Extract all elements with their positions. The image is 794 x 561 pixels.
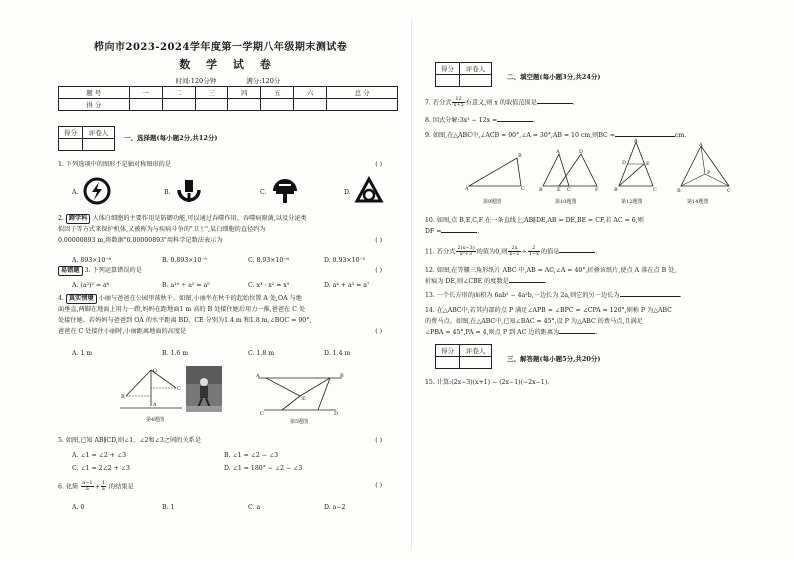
question-5 — [58, 436, 398, 447]
grader-reviewer-input[interactable] — [460, 75, 492, 87]
q3-option-b[interactable]: B. a¹⁰ ÷ a² = a⁵ — [162, 282, 210, 289]
bank-logo-icon — [174, 176, 204, 206]
q4-option-a[interactable]: A. 1 m — [72, 350, 93, 357]
q13-answer-blank[interactable] — [620, 291, 680, 297]
grader-score-input[interactable] — [436, 75, 460, 87]
question-13: 13. 一个长方形的面积为 6ab² − 4a²b,一边长为 2a,则它的另一边长为 . — [425, 292, 682, 299]
score-input-cell[interactable] — [294, 99, 327, 111]
answer-paren: ( ) — [375, 482, 382, 489]
q7-fraction: $\frac{12}{x+5}$ — [453, 96, 464, 109]
left-column — [58, 0, 398, 561]
svg-text:B: B — [121, 394, 125, 400]
answer-paren: ( ) — [375, 267, 382, 274]
semicircle-t-logo-icon — [270, 176, 300, 206]
q4-option-c[interactable]: C. 1.8 m — [248, 350, 275, 357]
score-cell: 题 号 — [59, 87, 130, 99]
q3-option-d[interactable]: D. a⁴ + a³ = a⁷ — [324, 282, 370, 289]
svg-text:A: A — [556, 149, 560, 155]
question-12: 12. 如图,在等腰三角形纸片 ABC 中,AB = AC,∠A = 40°,折叠该纸片,使点 A 落在点 B 处, 折痕为 DE,则∠CBE 的度数是 . — [425, 267, 677, 285]
figure-5-parallel-lines — [256, 372, 346, 416]
q2-line2: 似因子等方式来保护机体,又被称为与疾病斗争的"卫士",某白细胞的直径约为 — [58, 225, 266, 233]
q4-line1: 4. 真实情境 小丽与爸爸在公园里荡秋千。如图,小丽坐在秋千的起始位置 A 处,OA 与地 — [58, 294, 398, 305]
score-cell: 三 — [195, 87, 228, 99]
q11-answer-blank[interactable] — [559, 247, 595, 253]
svg-text:D: D — [579, 149, 584, 155]
q9-answer-blank[interactable] — [615, 131, 675, 137]
score-cell: 五 — [261, 87, 294, 99]
svg-text:C: C — [521, 186, 525, 192]
q6-option-c[interactable]: C. a — [248, 504, 261, 511]
question-2 — [58, 214, 398, 247]
score-input-cell[interactable] — [129, 99, 162, 111]
score-table-score-row — [59, 99, 398, 111]
question-9: 9. 如图,在△ABC中,∠ACB = 90°,∠A = 30°,AB = 10 cm,则BC = cm. — [425, 132, 687, 139]
score-input-cell[interactable] — [162, 99, 195, 111]
question-8: 8. 因式分解:3x³ − 12x = . — [425, 117, 536, 124]
question-6: 6. 化简 $\frac{a-1}{a}$ + $\frac{1}{a}$ 的结果是 ( ) — [58, 480, 382, 493]
q8-answer-blank[interactable] — [497, 116, 533, 122]
q4-option-d[interactable]: D. 1.4 m — [324, 350, 351, 357]
q3-stem: 3. 下列运算错误的是 — [84, 267, 142, 274]
exam-time: 时间:120分钟 — [175, 77, 217, 85]
figure-4-swing-diagram — [120, 366, 182, 414]
q10-answer-blank[interactable] — [441, 227, 477, 233]
section2-heading: 二、填空题(每小题3分,共24分) — [507, 73, 601, 81]
figure-10-triangles — [539, 146, 601, 192]
q7-answer-blank[interactable] — [537, 98, 573, 104]
q5-option-a[interactable]: A. ∠1 = ∠2 + ∠3 — [72, 452, 127, 459]
question-4 — [58, 294, 398, 337]
score-input-cell[interactable] — [327, 99, 398, 111]
exam-title: 栉向市2023-2024学年度第一学期八年级期末测试卷 — [94, 42, 348, 53]
question-10: 10. 如图,点 B,E,C,F 在一条直线上,AB∥DE,AB = DE,BE = CF,若 AC = 6,则 DF = . — [425, 217, 644, 235]
q2-option-a[interactable]: A. 893×10⁻⁸ — [72, 257, 112, 264]
q1-option-c[interactable]: C. — [260, 189, 267, 196]
q4-line4: 爸爸在 C 处接住小丽时,小丽距离地面的高度是 — [58, 327, 187, 335]
q11-fraction-1: $\frac{2(x-3)}{\text{x²+3}}$ — [457, 245, 475, 258]
svg-text:A: A — [153, 402, 157, 408]
svg-text:E: E — [557, 187, 561, 192]
svg-text:A: A — [634, 138, 638, 144]
q5-option-d[interactable]: D. ∠1 = 180° − ∠2 − ∠3 — [224, 465, 303, 472]
grader-score-label: 得分 — [436, 63, 460, 75]
svg-text:B: B — [677, 188, 681, 194]
answer-paren: ( ) — [375, 161, 382, 168]
lightning-circle-icon — [82, 176, 112, 206]
q2-line3: 0.00000893 m,将数据"0.00000893"用科学记数法表示为 — [58, 236, 223, 244]
question-14: 14. 在△ABC中,若其内部的点 P 满足∠APB = ∠BPC = ∠CPA = 120°,则称 P 为△ABC 的费马点。如图,在△ABC中,已知∠BAC = 45°,设 P 为△ABC 的费马点,且满足 ∠PBA = 45°,PA = 4,则点 P 到 AC 边的距离为 . — [425, 307, 672, 336]
q3-option-a[interactable]: A. (a³)² = a⁶ — [72, 282, 110, 289]
score-cell: 一 — [129, 87, 162, 99]
score-cell: 六 — [294, 87, 327, 99]
svg-text:C: C — [567, 187, 571, 192]
figure-12-caption: 第12题图 — [621, 199, 643, 205]
grader-reviewer-label: 评卷人 — [83, 127, 115, 139]
figure-9-right-triangle — [465, 150, 527, 192]
subject-title: 数 学 试 卷 — [179, 58, 277, 71]
grader-box-2 — [435, 62, 492, 87]
score-input-cell[interactable] — [261, 99, 294, 111]
figure-4-caption: 第4题图 — [146, 417, 165, 423]
question-7: 7. 若分式 $\frac{12}{x+5}$ 有意义,则 x 的取值范围是 . — [425, 96, 575, 109]
q12-answer-blank[interactable] — [509, 277, 545, 283]
figure-5-caption: 第5题图 — [290, 419, 309, 425]
triangle-circle-logo-icon — [354, 176, 384, 206]
q6-option-b[interactable]: B. 1 — [162, 504, 175, 511]
svg-text:A: A — [465, 186, 469, 192]
score-cell: 总 分 — [327, 87, 398, 99]
svg-text:F: F — [595, 187, 599, 192]
score-table — [58, 86, 398, 111]
grader-box-3 — [435, 344, 492, 369]
right-column — [425, 0, 770, 561]
grader-score-label: 得分 — [436, 345, 460, 357]
grader-score-input[interactable] — [59, 139, 83, 151]
figure-14-caption: 第14题图 — [687, 199, 709, 205]
svg-text:B: B — [539, 187, 543, 192]
score-cell: 四 — [228, 87, 261, 99]
score-table-header-row — [59, 87, 398, 99]
q3-option-c[interactable]: C. x³ · x² = x⁵ — [248, 282, 290, 289]
grader-reviewer-input[interactable] — [460, 357, 492, 369]
figure-12-isosceles-fold — [613, 138, 659, 194]
q11-fraction-2: $\frac{2x}{x-1}$ — [509, 245, 520, 258]
figure-10-caption: 第10题图 — [555, 199, 577, 205]
question-11: 11. 若分式 $\frac{2(x-3)}{\text{x²+3}}$ 的值为0,则 $\frac{2x}{x-1}$ ÷ $\frac{2}{1-x}$ 的值是 . — [425, 245, 598, 258]
svg-text:A: A — [256, 373, 260, 379]
score-cell: 得 分 — [59, 99, 130, 111]
q6-option-d[interactable]: D. a−2 — [324, 504, 346, 511]
figure-14-fermat-point — [677, 142, 733, 194]
score-cell: 二 — [162, 87, 195, 99]
q11-fraction-3: $\frac{2}{1-x}$ — [528, 245, 539, 258]
grader-box-1 — [58, 126, 115, 151]
figure-4-swing-photo — [186, 366, 222, 412]
answer-paren: ( ) — [375, 328, 382, 335]
q4-line2: 面垂直,两脚在地面上用力一蹬,妈妈在距地面1 m 高的 B 处接住她后用力一推,爸爸在 C 处 — [58, 305, 306, 313]
svg-text:E: E — [302, 396, 306, 402]
q6-fraction-2: $\frac{1}{a}$ — [101, 480, 105, 493]
q5-stem: 5. 如图,已知 AB∥CD,则∠1、∠2和∠3之间的关系是 — [58, 437, 201, 444]
q4-option-b[interactable]: B. 1.6 m — [162, 350, 189, 357]
exam-full-score: 满分:120分 — [246, 77, 281, 85]
svg-text:P: P — [707, 170, 711, 176]
q15-answer-area[interactable] — [425, 392, 770, 542]
exam-meta — [58, 76, 398, 85]
q2-line1: 2. 跨学科 人体白细胞的主要作用是防御功能,可以通过吞噬作用、吞噬病原菌,以及分泌类 — [58, 214, 398, 225]
question-3 — [58, 266, 398, 277]
q1-option-d[interactable]: D. — [344, 189, 351, 196]
svg-text:E: E — [646, 161, 650, 167]
svg-text:C: C — [653, 187, 657, 193]
q2-option-b[interactable]: B. 0.893×10⁻⁵ — [162, 257, 207, 264]
svg-text:C: C — [260, 411, 264, 416]
answer-paren: ( ) — [375, 437, 382, 444]
q6-option-a[interactable]: A. 0 — [72, 504, 85, 511]
svg-text:A: A — [699, 142, 703, 148]
svg-text:B: B — [614, 187, 618, 193]
figure-9-caption: 第9题图 — [483, 199, 502, 205]
svg-text:B: B — [518, 153, 522, 159]
q5-option-b[interactable]: B. ∠1 = ∠2 − ∠3 — [224, 452, 279, 459]
section3-heading: 三、解答题(每小题5分,共20分) — [507, 355, 601, 363]
grader-reviewer-label: 评卷人 — [460, 345, 492, 357]
grader-score-label: 得分 — [59, 127, 83, 139]
q14-answer-blank[interactable] — [559, 328, 595, 334]
q6-fraction-1: $\frac{a-1}{a}$ — [82, 480, 93, 493]
svg-text:C: C — [727, 188, 731, 194]
question-1 — [58, 160, 398, 171]
q2-option-d[interactable]: D. 8.93×10⁻⁵ — [324, 257, 366, 264]
question-15: 15. 计算:(2x−3)(x+1) − (2x−1)(−2x−1). — [425, 379, 550, 386]
q3-tag: 易错题 — [58, 266, 83, 276]
score-input-cell[interactable] — [195, 99, 228, 111]
grader-reviewer-input[interactable] — [83, 139, 115, 151]
q1-stem: 1. 下列选项中的图形不是轴对称图形的是 — [58, 161, 172, 168]
q4-line3: 处接住她。若妈妈与爸爸到 OA 的水平距离 BD、CE 分别为1.4 m 和1.8 m,∠BOC = 90°, — [58, 316, 312, 324]
q5-option-c[interactable]: C. ∠1 = 2∠2 + ∠3 — [72, 465, 130, 472]
grader-score-input[interactable] — [436, 357, 460, 369]
svg-text:C: C — [177, 386, 181, 392]
q4-tag: 真实情境 — [66, 294, 97, 304]
score-input-cell[interactable] — [228, 99, 261, 111]
grader-reviewer-label: 评卷人 — [460, 63, 492, 75]
q2-tag: 跨学科 — [66, 214, 91, 224]
q1-option-a[interactable]: A. — [72, 189, 79, 196]
fold-line — [411, 20, 412, 550]
svg-text:D: D — [622, 160, 627, 166]
svg-text:B: B — [340, 373, 344, 379]
svg-text:O: O — [153, 368, 158, 374]
q2-option-c[interactable]: C. 8.93×10⁻⁶ — [248, 257, 290, 264]
q1-option-b[interactable]: B. — [164, 189, 171, 196]
section1-heading: 一、选择题(每小题2分,共12分) — [124, 134, 218, 142]
answer-paren: ( ) — [375, 237, 382, 244]
svg-text:D: D — [334, 411, 339, 416]
